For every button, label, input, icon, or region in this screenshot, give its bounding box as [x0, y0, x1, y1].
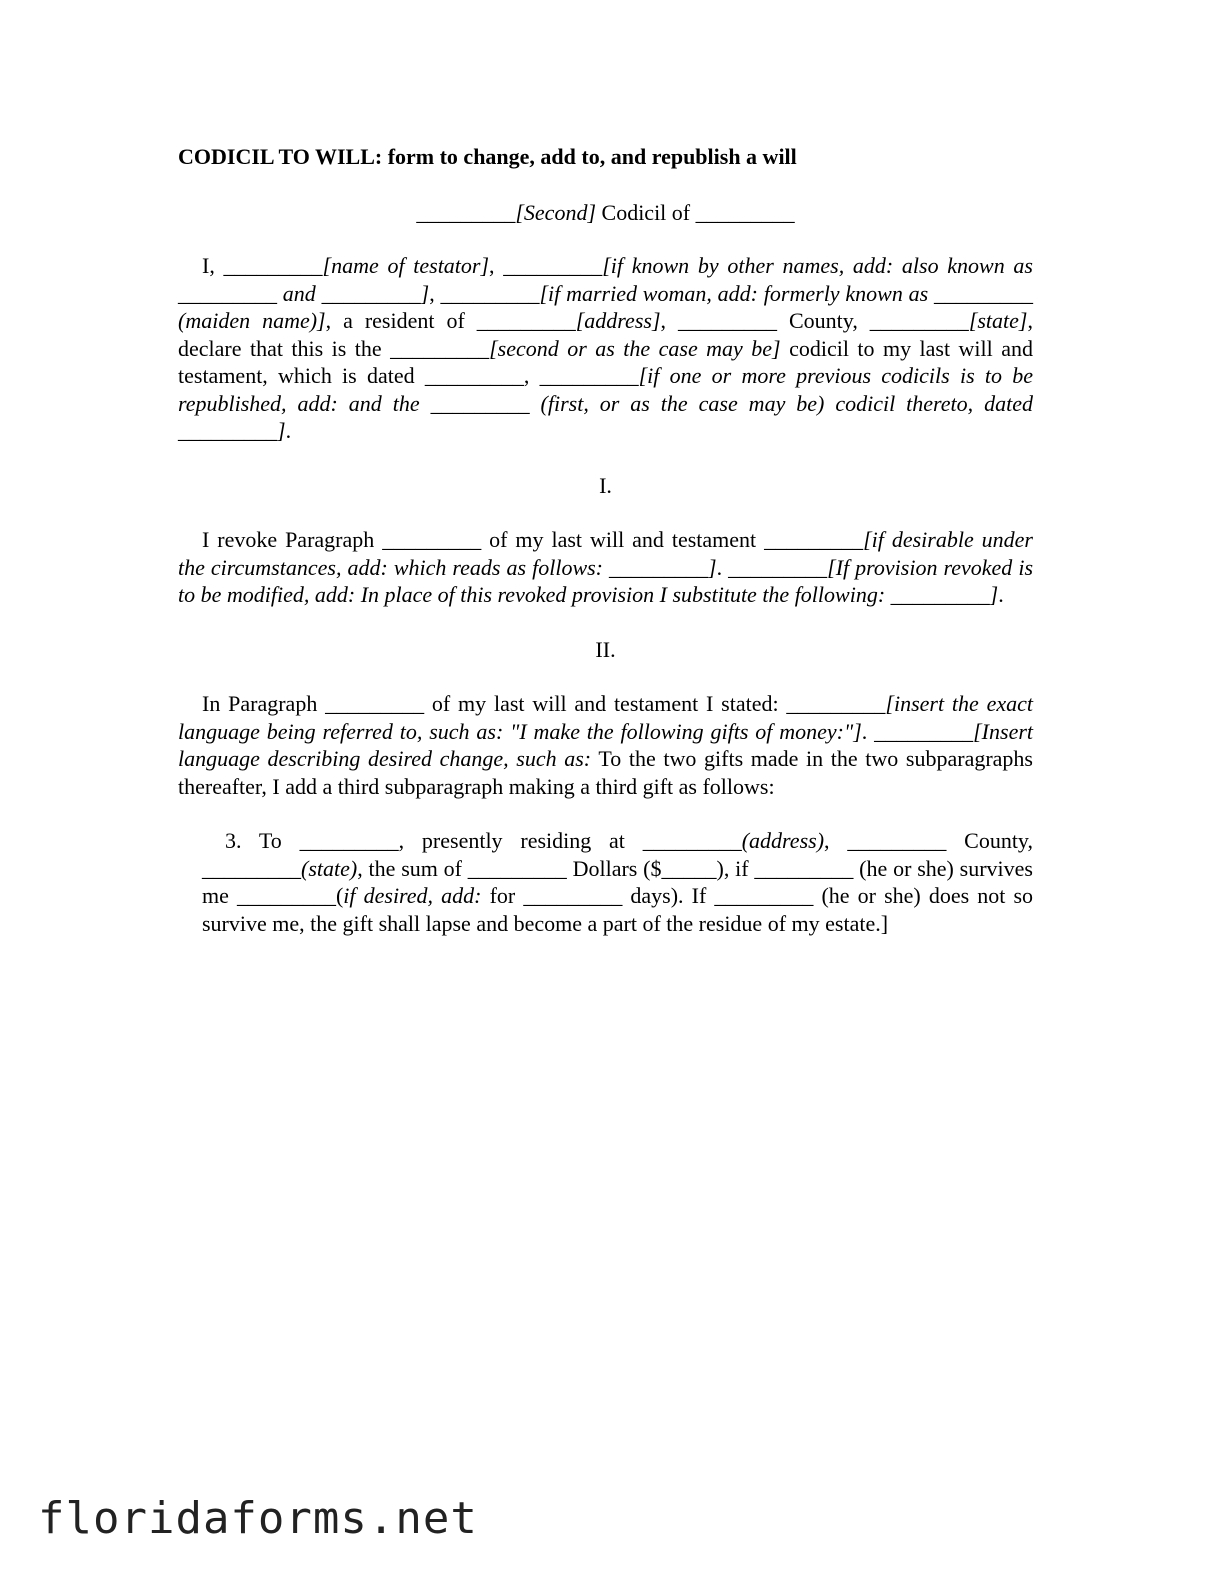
intro-italic-state: [state] [968, 308, 1028, 333]
intro-italic-aka: [if known by other names, add: also known as _________ and _________] [178, 253, 1033, 306]
intro-text-9: , _________ County, _________ [660, 308, 969, 333]
s1-text-5: . [998, 582, 1004, 607]
spacer [178, 800, 1033, 827]
sub-text-1: 3. To _________, presently residing at _________ [225, 828, 742, 853]
intro-text-13: codicil to my last will and testament, which is dated _________, _________ [178, 335, 1033, 388]
sub-italic-desired: if desired, add: [343, 883, 482, 908]
heading-text: Codicil of [596, 200, 696, 225]
footer-watermark: floridaforms.net [38, 1493, 478, 1544]
s2-text-5: To the two gifts made in the two subparagraphs thereafter, I add a third subparagraph making a third gift as follows: [178, 746, 1033, 799]
intro-italic-testator: [name of testator] [322, 253, 490, 278]
section-heading-2: II. [595, 636, 616, 662]
s1-italic-2: [if desirable under the circumstances, add: which reads as follows: _________] [178, 527, 1033, 580]
intro-paragraph [178, 252, 1033, 445]
intro-italic-codicils: [if one or more previous codicils is to be republished, add: and the _________ (first, or as the case may be) codicil thereto, dated _________] [178, 363, 1033, 443]
heading-blank-2: _________ [695, 200, 795, 225]
s2-italic-4: [Insert language describing desired change, such as: [178, 718, 1034, 771]
subparagraph-3 [202, 827, 1033, 937]
intro-text-7: , a resident of _________ [325, 308, 576, 333]
s2-italic-2: [insert the exact language being referred to, such as: "I make the following gifts of money:"] [178, 691, 1033, 744]
heading-ordinal: [Second] [515, 200, 597, 225]
intro-text-5: , _________ [429, 280, 540, 306]
document-title: CODICIL TO WILL: form to change, add to, and republish a will [178, 144, 797, 169]
intro-text-3: , _________ [489, 253, 603, 278]
sub-italic-state: (state) [301, 855, 358, 881]
s2-text-3: . _________ [861, 718, 974, 744]
intro-text-15: . [285, 418, 292, 443]
intro-italic-address: [address] [575, 308, 661, 333]
document-page [178, 140, 1033, 937]
heading-blank-1: _________ [416, 200, 516, 225]
intro-italic-married: [if married woman, add: formerly known as _________ (maiden name)] [178, 280, 1034, 333]
section-heading-1: I. [599, 472, 612, 498]
sub-text-3: , _________ County, _________ [202, 828, 1033, 881]
s1-text-3: . _________ [716, 554, 828, 580]
section-1-paragraph [178, 526, 1033, 609]
intro-text-1: I, _________ [202, 253, 323, 278]
section-2-paragraph [178, 690, 1033, 800]
s1-italic-4: [If provision revoked is to be modified, add: In place of this revoked provision I substitute the following: _________] [178, 554, 1034, 607]
sub-text-5: , the sum of _________ Dollars ($_____), if _________ (he or she) survives me _________( [202, 855, 1033, 908]
s2-text-1: In Paragraph _________ of my last will and testament I stated: _________ [202, 691, 886, 716]
sub-italic-address: (address) [741, 828, 825, 853]
intro-text-11: , declare that this is the _________ [178, 308, 1033, 361]
sub-text-7: for _________ days). If _________ (he or she) does not so survive me, the gift shall lapse and become a part of the residue of my estate.] [202, 883, 1034, 936]
s1-text-1: I revoke Paragraph _________ of my last will and testament _________ [202, 527, 864, 552]
codicil-heading [178, 196, 1033, 230]
intro-italic-ordinal: [second or as the case may be] [489, 335, 781, 361]
